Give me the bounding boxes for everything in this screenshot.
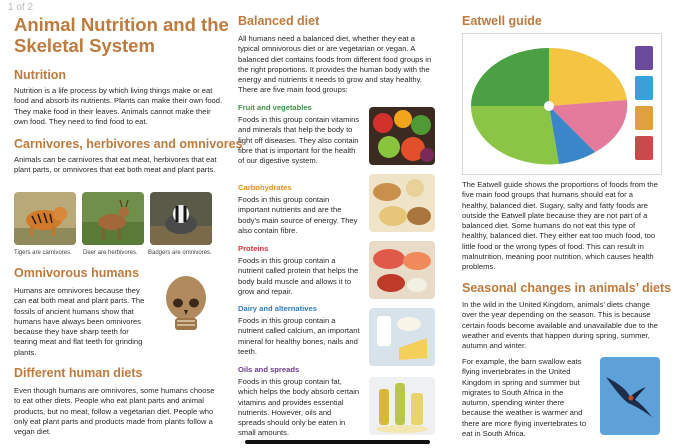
tiger-caption: Tigers are carnivores. bbox=[14, 250, 72, 256]
dairy-text: Foods in this group contain a nutrient called calcium, an important mineral for healthy bones, nails and teeth. bbox=[238, 316, 360, 356]
carbohydrates-text: Foods in this group contain important nutrients and are the body’s main source of energy. They also contain fibre. bbox=[238, 195, 358, 235]
balanced-diet-text: All humans need a balanced diet, whether they eat a typical omnivorous diet or are vegetarian or vegan. A balanced diet contains foods from different food groups in the right proportions. It provides the human body with the energy and nutrients it needs to grow and stay healthy. There are five main food groups: bbox=[238, 34, 432, 95]
skull-image bbox=[160, 270, 212, 340]
badger-caption: Badgers are omnivores. bbox=[148, 250, 212, 256]
oils-text: Foods in this group contain fat, which helps the body absorb certain vitamins and provides essential nutrients. However, oils and spreads should only be eaten in small amounts. bbox=[238, 377, 360, 438]
carnivores-text: Animals can be carnivores that eat meat, herbivores that eat plant parts, or omnivores that eat both meat and plant parts. bbox=[14, 155, 217, 175]
eatwell-text: The Eatwell guide shows the proportions of foods from the five main food groups that humans should eat for a healthy, balanced diet. Sugary, salty and fatty foods are outside the Eatwell plate because they are not part of a balanced diet. Some humans do not eat this type of healthy, balanced diet. They either eat too much food, too little food or the wrong types of food. This can result in malnutrition, meaning poor nutrition, which causes health problems. bbox=[462, 180, 658, 272]
deer-image bbox=[82, 192, 144, 245]
page-title: Animal Nutrition and the Skeletal System bbox=[14, 14, 229, 56]
seasonal-heading: Seasonal changes in animals’ diets bbox=[462, 281, 672, 295]
omnivorous-heading: Omnivorous humans bbox=[14, 266, 140, 280]
fruit-veg-text: Foods in this group contain vitamins and minerals that help the body to fight off diseases. They also contain fibre that is important for the health of our digestive system. bbox=[238, 115, 360, 166]
balanced-diet-heading: Balanced diet bbox=[238, 14, 320, 28]
home-indicator[interactable] bbox=[245, 440, 430, 444]
proteins-image bbox=[369, 241, 435, 299]
eatwell-guide-image bbox=[462, 33, 662, 175]
carbohydrates-image bbox=[369, 174, 435, 232]
proteins-heading: Proteins bbox=[238, 244, 269, 253]
badger-image bbox=[150, 192, 212, 245]
nutrition-text: Nutrition is a life process by which living things make or eat food and absorb its nutrients. Plants can make their own food. They make food in their leaves. Animals cannot make their own food. They need to find food to eat. bbox=[14, 86, 223, 126]
fruit-veg-heading: Fruit and vegetables bbox=[238, 103, 312, 112]
seasonal-text-1: In the wild in the United Kingdom, animals’ diets change over the year depending on the season. This is because certain foods become available and unavailable due to the weather and events that happen during spring, summer, autumn and winter. bbox=[462, 300, 658, 351]
oils-image bbox=[369, 377, 435, 435]
different-diets-text: Even though humans are omnivores, some humans choose to eat other diets. People who eat plant parts and animal products, but no meat, follow a vegetarian diet. People who only eat plant parts and products made from plants follow a vegan diet. bbox=[14, 386, 215, 437]
nutrition-heading: Nutrition bbox=[14, 68, 67, 82]
page-indicator: 1 of 2 bbox=[8, 2, 34, 13]
fruit-veg-image bbox=[369, 107, 435, 165]
oils-heading: Oils and spreads bbox=[238, 365, 300, 374]
dairy-image bbox=[369, 308, 435, 366]
swallow-image bbox=[600, 357, 660, 435]
different-diets-heading: Different human diets bbox=[14, 366, 143, 380]
proteins-text: Foods in this group contain a nutrient called protein that helps the body build muscle and allows it to grow and repair. bbox=[238, 256, 359, 296]
seasonal-text-2: For example, the barn swallow eats flying invertebrates in the United Kingdom in spring and summer but migrates to South Africa in the autumn, spending winter there because the weather is warmer and there are more flying invertebrates to eat in South Africa. bbox=[462, 357, 587, 439]
carbohydrates-heading: Carbohydrates bbox=[238, 183, 292, 192]
carnivores-heading: Carnivores, herbivores and omnivores bbox=[14, 137, 243, 151]
omnivorous-text: Humans are omnivores because they can eat both meat and plant parts. The fossils of ancient humans show that humans have always been omnivores because they have sharp teeth for tearing meat and flat teeth for grinding plants. bbox=[14, 286, 145, 357]
dairy-heading: Dairy and alternatives bbox=[238, 304, 317, 313]
eatwell-heading: Eatwell guide bbox=[462, 14, 542, 28]
deer-caption: Deer are herbivores. bbox=[83, 250, 138, 256]
tiger-image bbox=[14, 192, 76, 245]
